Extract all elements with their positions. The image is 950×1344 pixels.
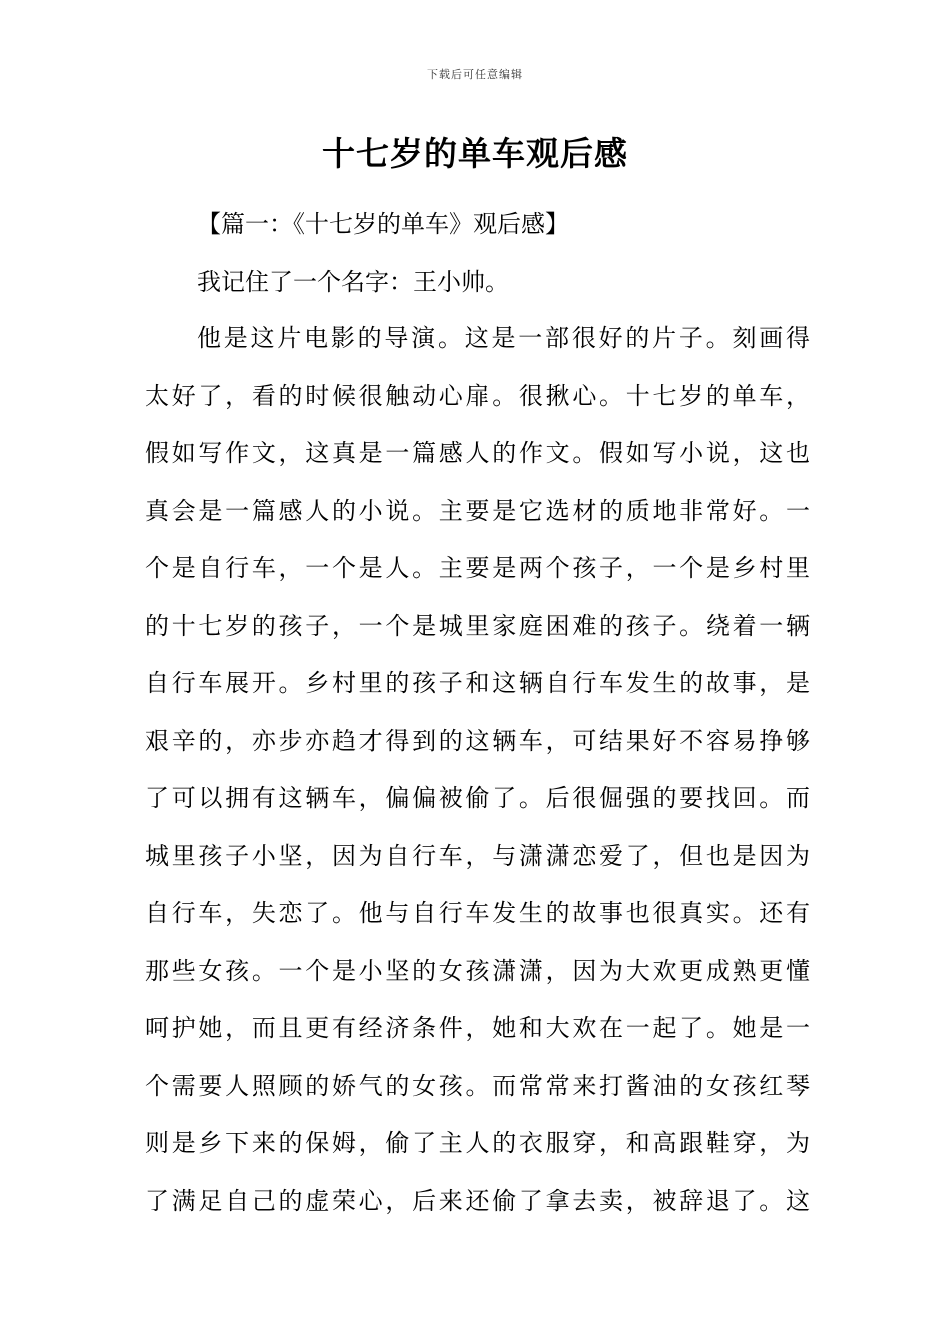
body-line: 城里孩子小坚，因为自行车，与潇潇恋爱了，但也是因为 bbox=[145, 841, 810, 870]
body-line: 真会是一篇感人的小说。主要是它选材的质地非常好。一 bbox=[145, 496, 810, 525]
body-line: 太好了，看的时候很触动心扉。很揪心。十七岁的单车， bbox=[145, 381, 810, 410]
document-title: 十七岁的单车观后感 bbox=[322, 134, 628, 173]
body-line: 自行车，失恋了。他与自行车发生的故事也很真实。还有 bbox=[145, 899, 810, 927]
body-line: 他是这片电影的导演。这是一部很好的片子。刻画得 bbox=[197, 324, 810, 352]
body-line: 了满足自己的虚荣心，后来还偷了拿去卖，被辞退了。这 bbox=[145, 1186, 810, 1215]
body-line: 的十七岁的孩子，一个是城里家庭困难的孩子。绕着一辆 bbox=[145, 611, 810, 640]
header-note: 下载后可任意编辑 bbox=[427, 68, 523, 81]
section-heading: 【篇一：《十七岁的单车》观后感】 bbox=[197, 210, 569, 238]
body-line: 自行车展开。乡村里的孩子和这辆自行车发生的故事，是 bbox=[145, 669, 810, 697]
body-line: 个是自行车，一个是人。主要是两个孩子，一个是乡村里 bbox=[145, 554, 810, 582]
body-line: 假如写作文，这真是一篇感人的作文。假如写小说，这也 bbox=[145, 439, 810, 467]
opening-paragraph: 我记住了一个名字：王小帅。 bbox=[197, 268, 509, 296]
body-line: 那些女孩。一个是小坚的女孩潇潇，因为大欢更成熟更懂 bbox=[145, 956, 810, 985]
body-line: 了可以拥有这辆车，偏偏被偷了。后很倔强的要找回。而 bbox=[145, 784, 810, 812]
body-line: 个需要人照顾的娇气的女孩。而常常来打酱油的女孩红琴 bbox=[145, 1071, 810, 1100]
body-line: 艰辛的，亦步亦趋才得到的这辆车，可结果好不容易挣够 bbox=[145, 726, 810, 755]
body-line: 则是乡下来的保姆，偷了主人的衣服穿，和高跟鞋穿，为 bbox=[145, 1129, 810, 1157]
body-line: 呵护她，而且更有经济条件，她和大欢在一起了。她是一 bbox=[145, 1014, 810, 1042]
body-text bbox=[145, 320, 810, 1240]
